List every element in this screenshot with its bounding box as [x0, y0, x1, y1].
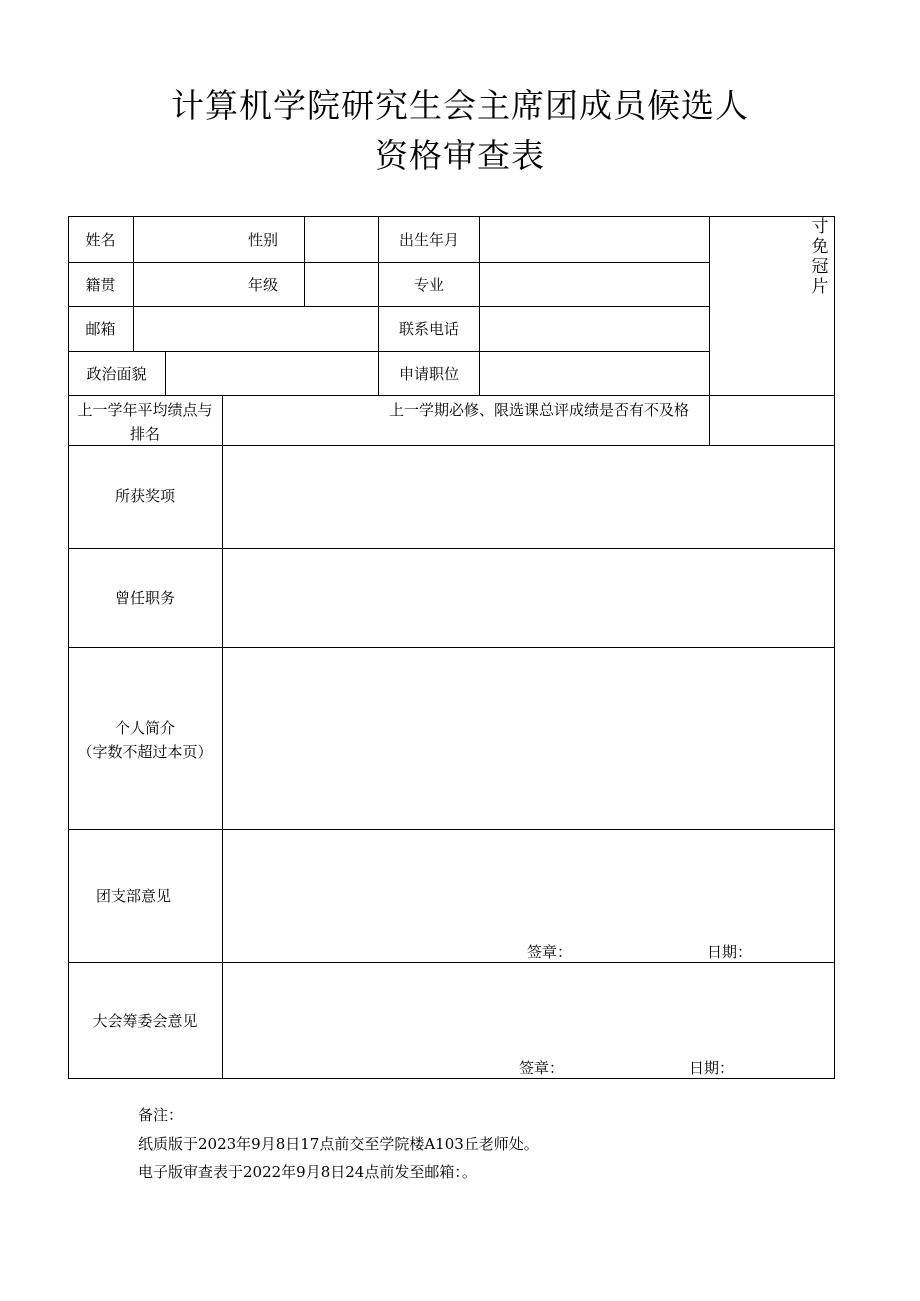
birth-label: 出生年月	[398, 231, 459, 249]
photo-placeholder-text	[808, 217, 832, 297]
political-status-value[interactable]	[166, 352, 378, 395]
gpa-rank-label-line2: 排名	[129, 425, 160, 443]
major-value[interactable]	[480, 263, 709, 306]
native-place-value[interactable]	[134, 263, 234, 306]
email-label: 邮箱	[85, 320, 116, 338]
photo-char: 免	[811, 237, 829, 257]
phone-label: 联系电话	[398, 320, 459, 338]
intro-value[interactable]	[223, 648, 834, 829]
form-title-line1: 计算机学院研究生会主席团成员候选人	[171, 86, 749, 125]
form-title-line2: 资格审查表	[375, 136, 545, 175]
committee-date-label: 日期：	[689, 1059, 735, 1077]
phone-value[interactable]	[480, 307, 709, 351]
failed-course-value[interactable]	[710, 396, 834, 445]
committee-sign-label: 签章：	[519, 1059, 565, 1077]
gpa-rank-label-line1: 上一学年平均绩点与	[77, 401, 213, 419]
past-roles-label: 曾任职务	[114, 589, 175, 607]
past-roles-value[interactable]	[223, 549, 834, 647]
awards-label: 所获奖项	[114, 487, 175, 505]
awards-value[interactable]	[223, 446, 834, 548]
photo-char: 片	[811, 277, 829, 297]
name-label: 姓名	[85, 231, 116, 249]
gender-label: 性别	[248, 231, 279, 249]
notes-line2: 电子版审查表于2022年9月8日24点前发至邮箱：。	[138, 1163, 477, 1181]
photo-char: 寸	[811, 217, 829, 237]
intro-note: （字数不超过本页）	[77, 743, 213, 761]
league-branch-sign-label: 签章：	[527, 943, 573, 961]
committee-opinion-label: 大会筹委会意见	[92, 1012, 198, 1030]
league-branch-date-label: 日期：	[707, 943, 753, 961]
major-label: 专业	[413, 276, 444, 294]
birth-value[interactable]	[480, 217, 709, 262]
position-label: 申请职位	[398, 365, 459, 383]
political-status-label: 政治面貌	[86, 365, 147, 383]
native-place-label: 籍贯	[85, 276, 116, 294]
intro-label: 个人简介	[114, 719, 175, 737]
position-value[interactable]	[480, 352, 709, 395]
notes-heading: 备注：	[138, 1106, 184, 1124]
photo-char: 冠	[811, 257, 829, 277]
grade-label: 年级	[248, 276, 279, 294]
notes-line1: 纸质版于2023年9月8日17点前交至学院楼A103丘老师处。	[138, 1135, 539, 1153]
name-value[interactable]	[134, 217, 234, 262]
email-value[interactable]	[134, 307, 378, 351]
table-border-bottom	[68, 1078, 835, 1079]
failed-course-label: 上一学期必修、限选课总评成绩是否有不及格	[389, 401, 690, 419]
gpa-rank-value[interactable]	[223, 396, 378, 445]
grade-value[interactable]	[305, 263, 378, 306]
gender-value[interactable]	[305, 217, 378, 262]
league-branch-opinion-label: 团支部意见	[96, 887, 172, 905]
